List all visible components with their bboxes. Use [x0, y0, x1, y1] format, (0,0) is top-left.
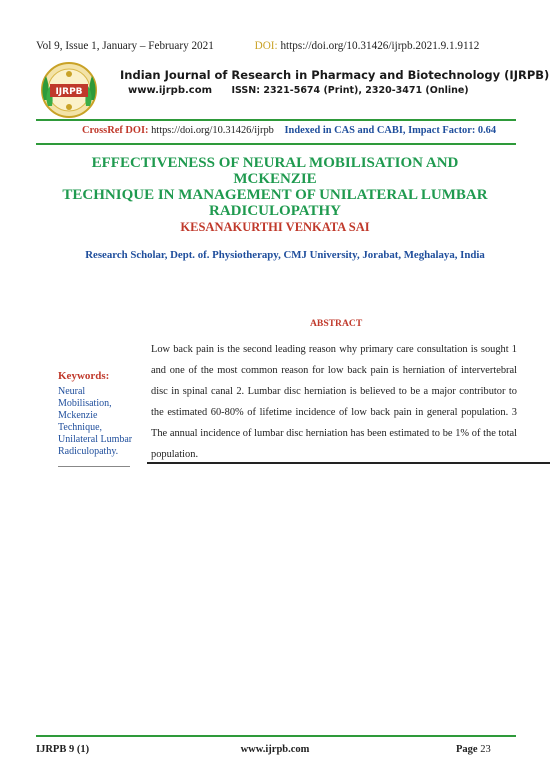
page-number: 23: [480, 744, 491, 755]
article-title-line: EFFECTIVENESS OF NEURAL MOBILISATION AND MCKENZIE: [91, 155, 459, 187]
journal-subline: [128, 85, 469, 96]
volume-issue: Vol 9, Issue 1, January – February 2021: [36, 40, 214, 52]
keyword-item: Radiculopathy.: [58, 446, 119, 457]
crossref-line: [82, 125, 496, 136]
article-title-line: TECHNIQUE IN MANAGEMENT OF UNILATERAL LUMBAR: [62, 187, 488, 203]
keywords-divider: [58, 466, 130, 467]
journal-logo-icon: [36, 60, 102, 120]
article-title: [50, 155, 500, 219]
journal-header: [36, 60, 550, 120]
header-rule-bottom: [36, 143, 516, 145]
keyword-item: Neural: [58, 386, 86, 397]
footer-rule: [36, 735, 516, 737]
issue-line: [36, 40, 516, 52]
author-name: KESANAKURTHI VENKATA SAI: [180, 220, 370, 234]
keyword-item: Mckenzie: [58, 410, 98, 421]
logo-text: IJRPB: [55, 87, 83, 97]
footer-page: [456, 744, 491, 755]
journal-issn: ISSN: 2321-5674 (Print), 2320-3471 (Online): [231, 85, 469, 96]
journal-website-link[interactable]: www.ijrpb.com: [128, 85, 212, 96]
keyword-item: Unilateral Lumbar: [58, 434, 133, 445]
keywords-list: [58, 386, 140, 458]
journal-title: Indian Journal of Research in Pharmacy and Biotechnology (IJRPB): [120, 68, 550, 82]
crossref-label: CrossRef: [82, 125, 123, 136]
author-affiliation: Research Scholar, Dept. of. Physiotherapy, CMJ University, Jorabat, Meghalaya, India: [85, 249, 485, 261]
crossref-doi-label: DOI:: [125, 125, 149, 136]
header-rule-top: [36, 119, 516, 121]
article-title-line: RADICULOPATHY: [209, 203, 341, 219]
doi-link[interactable]: https://doi.org/10.31426/ijrpb.2021.9.1.9112: [280, 40, 480, 52]
keyword-item: Technique,: [58, 422, 103, 433]
indexing-info: Indexed in CAS and CABI, Impact Factor: 0.64: [284, 125, 497, 136]
abstract-divider: [147, 462, 550, 464]
doi-label: DOI:: [254, 40, 278, 52]
keyword-item: Mobilisation,: [58, 398, 112, 409]
abstract-text: Low back pain is the second leading reason why primary care consultation is sought 1 and one of the most common reason for low back pain is herniation of intervertebral disc in spinal canal 2. Lumbar disc herniation is believed to be a major contributor to the estimated 60-80% of lifetime incidence of low back pain in general population. 3 The annual incidence of lumbar disc herniation has been estimated to be 1% of the total population.: [151, 344, 517, 460]
footer-website-link[interactable]: www.ijrpb.com: [240, 744, 310, 755]
crossref-doi-link[interactable]: https://doi.org/10.31426/ijrpb: [151, 125, 274, 136]
abstract-heading: ABSTRACT: [310, 318, 363, 329]
footer-journal-issue: IJRPB 9 (1): [36, 744, 90, 755]
page-label: Page: [456, 744, 478, 755]
keywords-label: Keywords:: [58, 370, 110, 382]
